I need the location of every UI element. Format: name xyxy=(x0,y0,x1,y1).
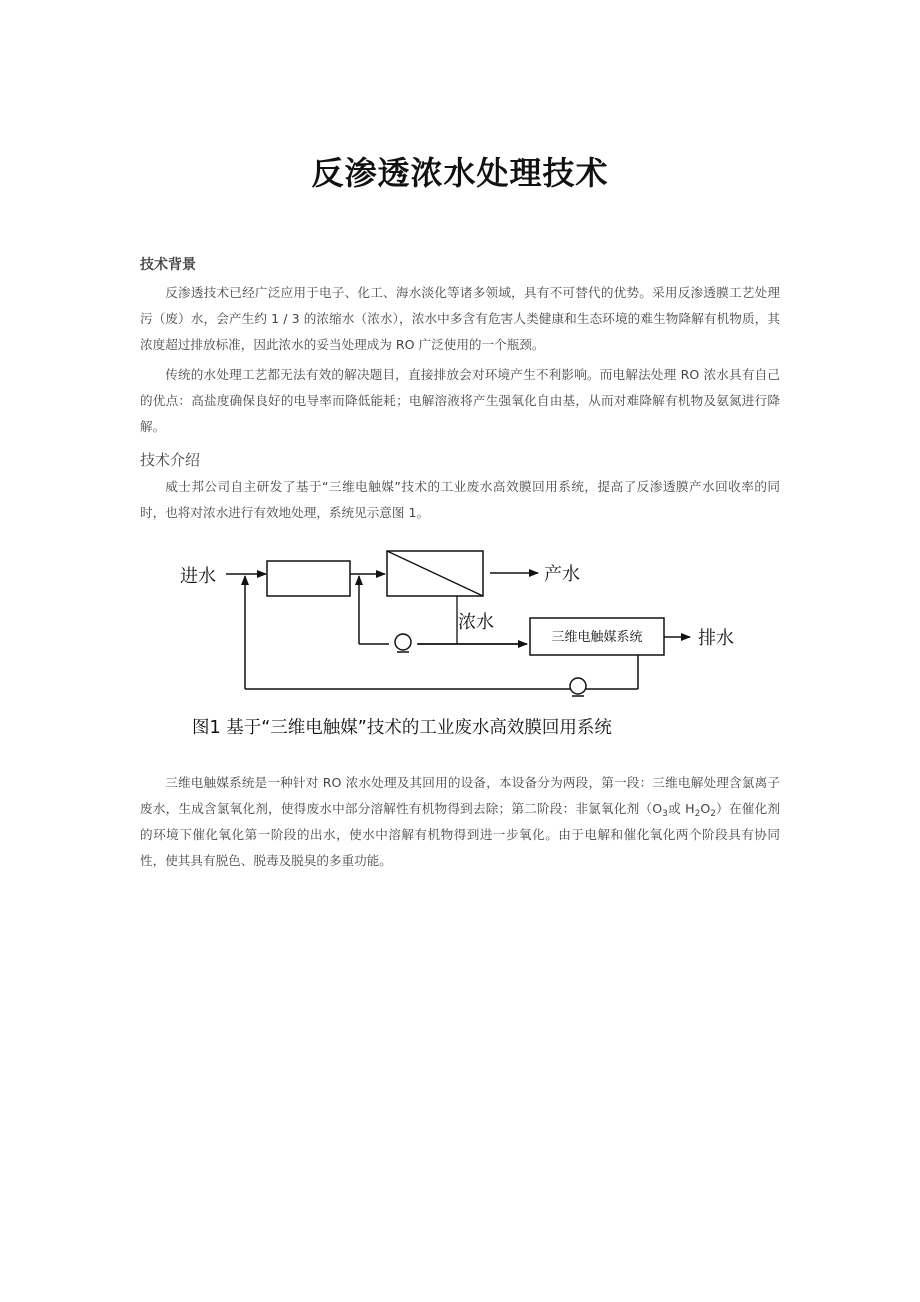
final-text-part4: ）在催化剂的环境下催化氧化第一阶段的出水，使水中溶解有机物得到进一步氧化。由于电解和催化氧化两个阶段具有协同性，使其具有脱色、脱毒及脱臭的多重功能。 xyxy=(140,801,780,868)
final-text-part3: O xyxy=(700,801,711,816)
section-heading-background: 技术背景 xyxy=(140,257,196,273)
figure-caption: 图1 基于“三维电触媒”技术的工业废水高效膜回用系统 xyxy=(192,718,612,738)
subscript-h2: 2 xyxy=(694,809,701,819)
subscript-o3: 3 xyxy=(662,809,668,819)
paragraph-background-1: 反渗透技术已经广泛应用于电子、化工、海水淡化等诸多领域，具有不可替代的优势。采用反渗透膜工艺处理污（废）水，会产生约 1 / 3 的浓缩水（浓水），浓水中多含有危害人类健康和生态环境的难生物降解有机物质，其浓度超过排放标准，因此浓水的妥当处理成为 RO 广泛使用的一个瓶颈。 xyxy=(140,285,780,352)
paragraph-intro: 威士邦公司自主研发了基于“三维电触媒”技术的工业废水高效膜回用系统，提高了反渗透膜产水回收率的同时，也将对浓水进行有效地处理，系统见示意图 1。 xyxy=(140,479,780,520)
section-heading-intro: 技术介绍 xyxy=(140,451,201,469)
label-system-box: 三维电触媒系统 xyxy=(551,630,643,645)
pretreatment-box xyxy=(267,561,350,596)
label-inlet: 进水 xyxy=(180,566,216,587)
return-pump-icon xyxy=(570,678,586,696)
document-title: 反渗透浓水处理技术 xyxy=(311,154,609,192)
label-product: 产水 xyxy=(544,564,580,585)
pump-icon xyxy=(395,634,411,652)
final-text-part1: 三维电触媒系统是一种针对 RO 浓水处理及其回用的设备，本设备分为两段，第一段：三维电解处理含氯离子废水，生成含氯氧化剂，使得废水中部分溶解性有机物得到去除；第二阶段：非氯氧化剂（O xyxy=(140,775,780,816)
subscript-o2: 2 xyxy=(710,809,716,819)
final-text-part2: 或 H xyxy=(667,801,695,816)
label-concentrate: 浓水 xyxy=(458,612,494,633)
paragraph-background-2: 传统的水处理工艺都无法有效的解决题目，直接排放会对环境产生不利影响。而电解法处理 RO 浓水具有自己的优点：高盐度确保良好的电导率而降低能耗；电解溶液将产生强氧化自由基，从而对难降解有机物及氨氮进行降解。 xyxy=(140,367,780,434)
label-discharge: 排水 xyxy=(698,628,734,649)
paragraph-final xyxy=(140,770,780,874)
